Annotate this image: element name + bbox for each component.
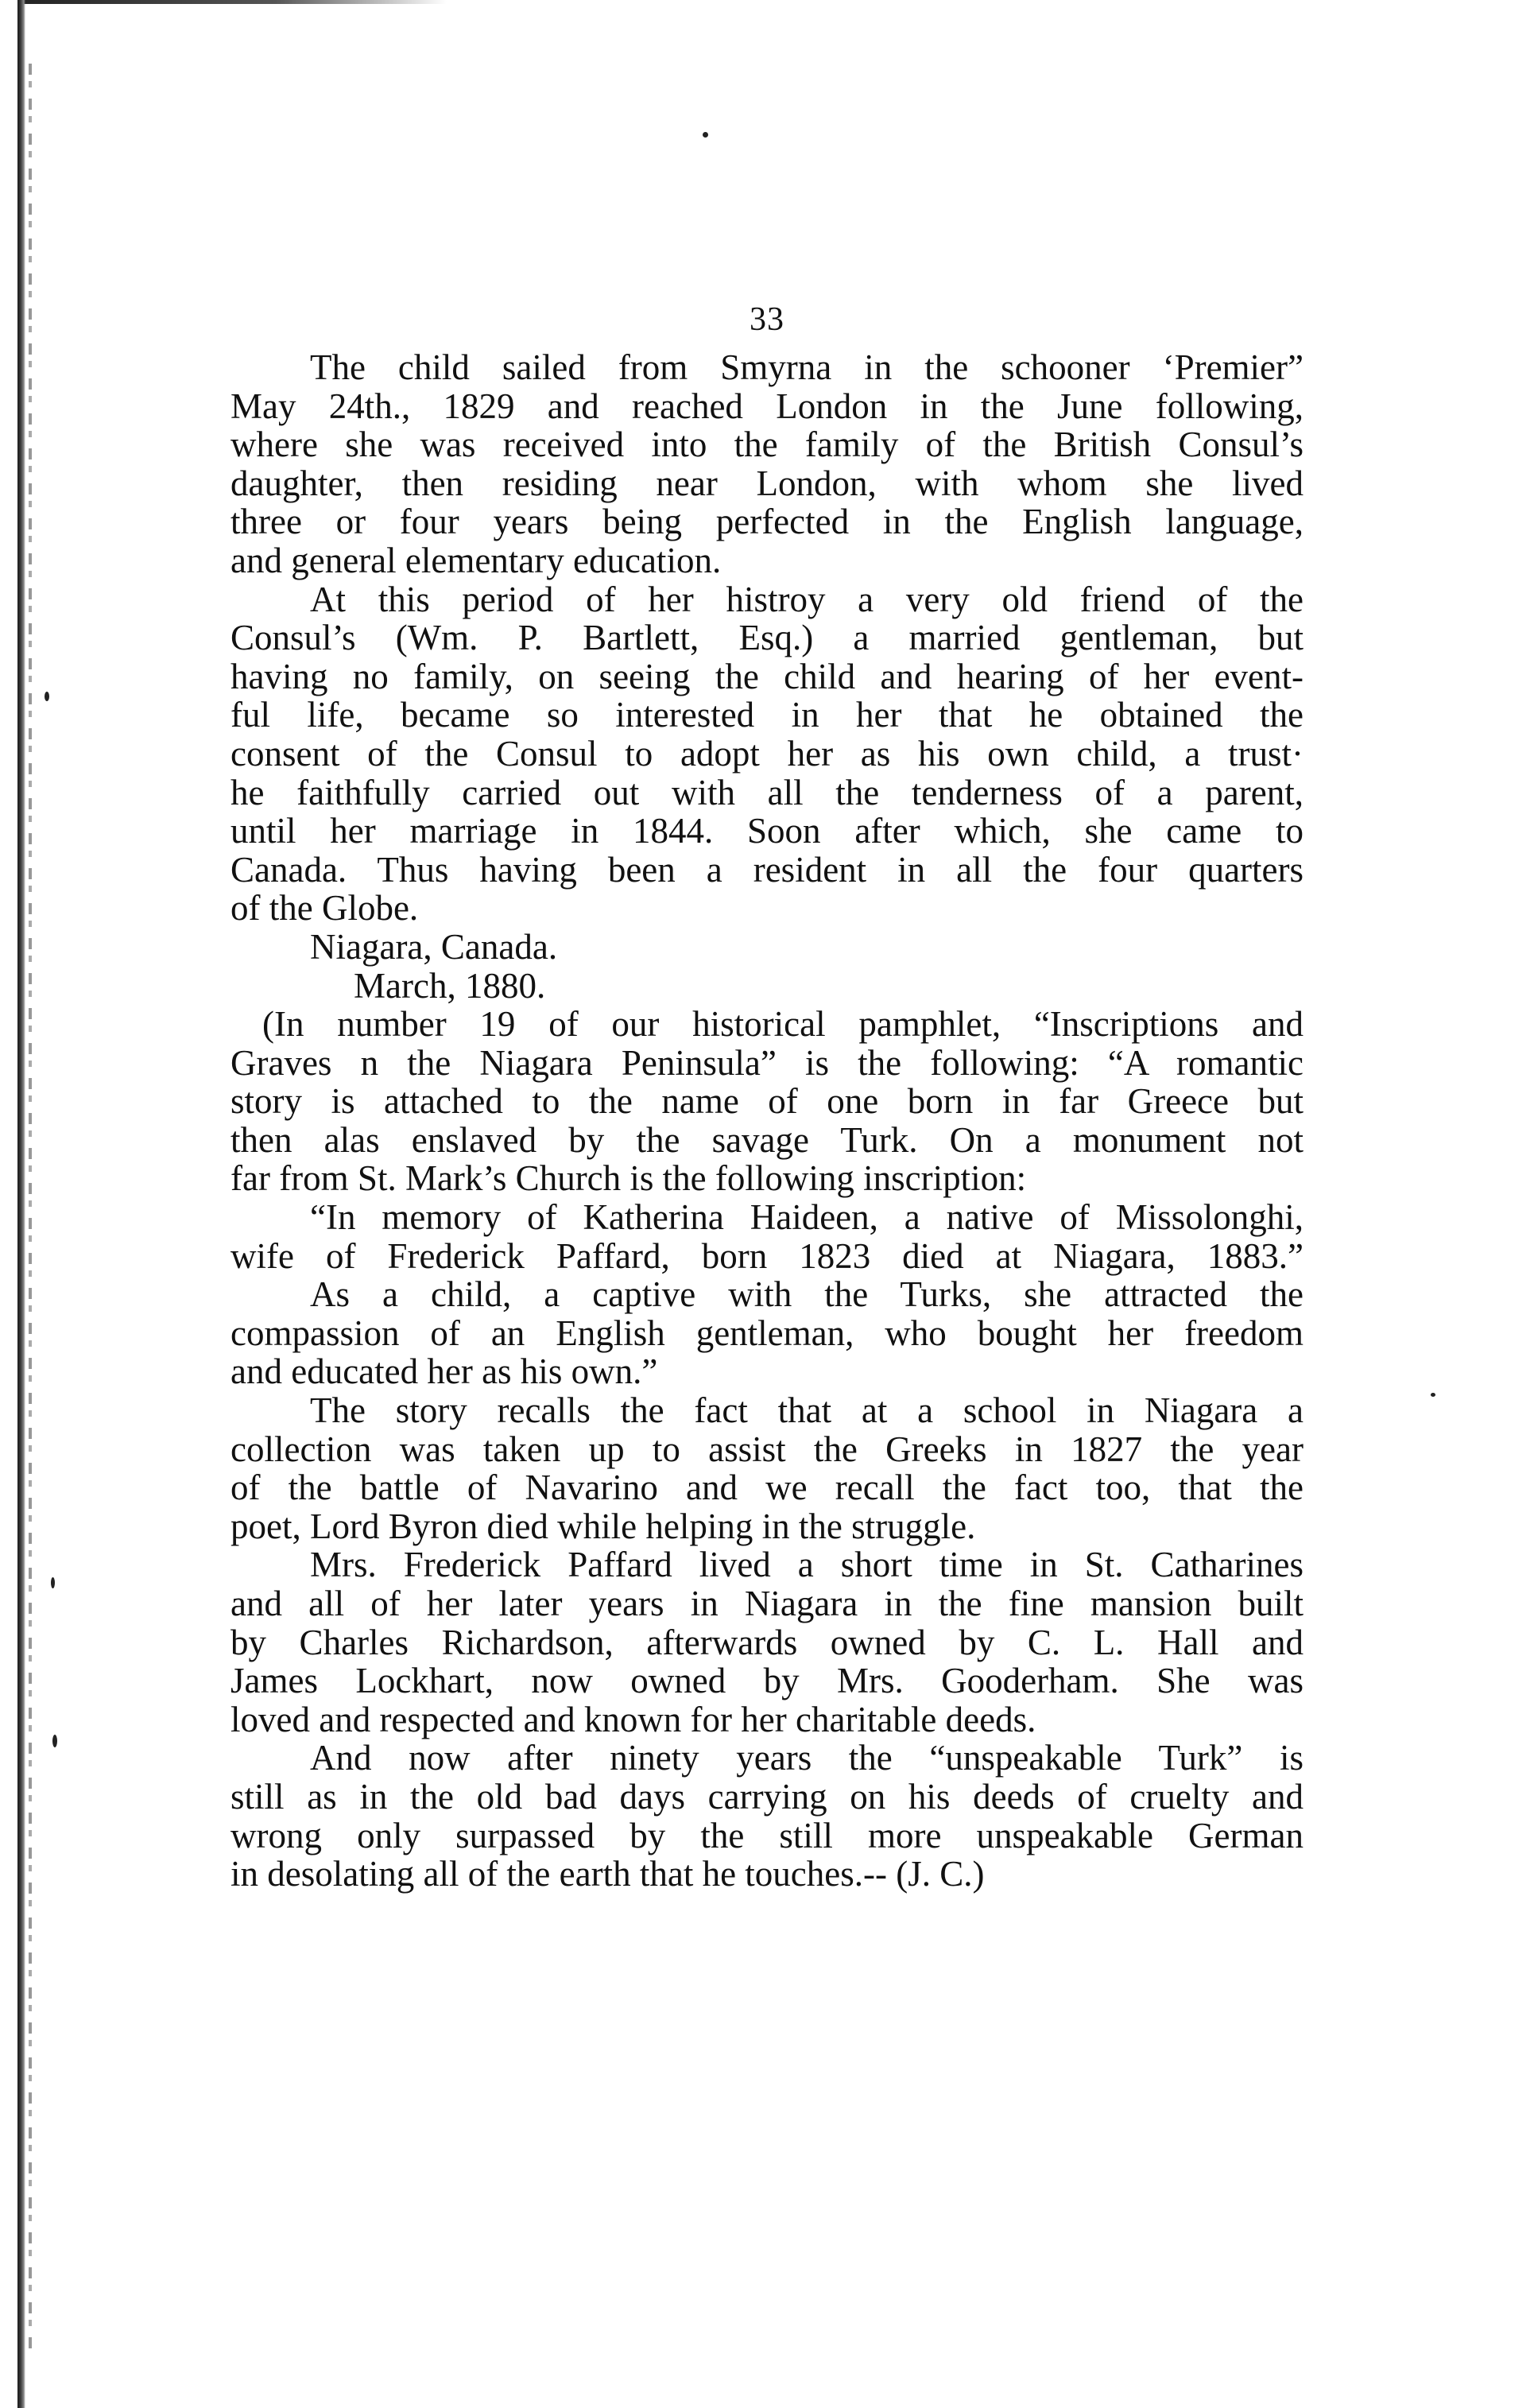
- scan-speck: [1431, 1393, 1435, 1397]
- text-line: ful life, became so interested in her that he obtained the: [230, 695, 1304, 735]
- paragraph: [230, 580, 1304, 928]
- text-line: where she was received into the family of the British Consul’s: [230, 425, 1304, 465]
- text-line: poet, Lord Byron died while helping in the struggle.: [230, 1506, 976, 1546]
- text-line: having no family, on seeing the child and hearing of her event-: [230, 656, 1304, 696]
- text-line: (In number 19 of our historical pamphlet, “Inscriptions and: [262, 1004, 1304, 1045]
- date-line: [230, 967, 1304, 1006]
- page-number: 33: [750, 301, 784, 338]
- scan-binding-edge: [17, 0, 25, 2408]
- text-line: until her marriage in 1844. Soon after which, she came to: [230, 811, 1304, 851]
- paragraph: [230, 1391, 1304, 1545]
- text-line: then alas enslaved by the savage Turk. On a monument not: [230, 1119, 1304, 1160]
- paragraph: [230, 1005, 1304, 1198]
- text-line: still as in the old bad days carrying on his deeds of cruelty and: [230, 1776, 1304, 1817]
- text-line: and educated her as his own.”: [230, 1351, 658, 1392]
- text-line: by Charles Richardson, afterwards owned by C. L. Hall and: [230, 1622, 1304, 1662]
- text-line: May 24th., 1829 and reached London in the June following,: [230, 386, 1304, 426]
- paragraph: [230, 1739, 1304, 1893]
- text-line: Mrs. Frederick Paffard lived a short time in St. Catharines: [310, 1545, 1304, 1585]
- text-line: and all of her later years in Niagara in the fine mansion built: [230, 1584, 1304, 1623]
- scan-binding-shadow: [29, 64, 32, 2353]
- text-line: collection was taken up to assist the Greeks in 1827 the year: [230, 1429, 1304, 1469]
- text-line: Canada. Thus having been a resident in all the four quarters: [230, 849, 1304, 890]
- text-line: daughter, then residing near London, with whom she lived: [230, 463, 1304, 503]
- text-line: Niagara, Canada.: [310, 926, 558, 967]
- inscription-quote: [230, 1198, 1304, 1275]
- text-line: wife of Frederick Paffard, born 1823 died at Niagara, 1883.”: [230, 1235, 1304, 1276]
- text-line: of the battle of Navarino and we recall the fact too, that the: [230, 1468, 1304, 1508]
- scan-speck: [51, 1577, 55, 1588]
- text-line: story is attached to the name of one born in far Greece but: [230, 1081, 1304, 1122]
- text-line: he faithfully carried out with all the tenderness of a parent,: [230, 772, 1304, 812]
- text-line: “In memory of Katherina Haideen, a native of Missolonghi,: [310, 1197, 1304, 1238]
- text-line: consent of the Consul to adopt her as his own child, a trust·: [230, 733, 1304, 774]
- text-line: And now after ninety years the “unspeakable Turk” is: [310, 1738, 1304, 1778]
- text-line: wrong only surpassed by the still more unspeakable German: [230, 1815, 1304, 1855]
- text-line: loved and respected and known for her charitable deeds.: [230, 1699, 1036, 1739]
- paragraph: [230, 348, 1304, 580]
- text-line: March, 1880.: [354, 965, 546, 1006]
- text-line: far from St. Mark’s Church is the following inscription:: [230, 1158, 1027, 1199]
- scan-speck: [45, 692, 49, 701]
- scan-speck: [703, 132, 708, 138]
- text-line: and general elementary education.: [230, 540, 722, 580]
- place-line: [230, 928, 1304, 967]
- text-line: compassion of an English gentleman, who bought her freedom: [230, 1313, 1304, 1353]
- text-line: three or four years being perfected in the English language,: [230, 502, 1304, 542]
- text-line: The child sailed from Smyrna in the schooner ‘Premier”: [310, 347, 1304, 387]
- text-line: The story recalls the fact that at a school in Niagara a: [310, 1390, 1304, 1431]
- text-line: James Lockhart, now owned by Mrs. Gooderham. She was: [230, 1661, 1304, 1701]
- paragraph: [230, 1545, 1304, 1739]
- text-line: At this period of her histroy a very old friend of the: [310, 579, 1304, 619]
- scan-top-edge: [17, 0, 447, 4]
- paragraph: [230, 1275, 1304, 1391]
- text-line: of the Globe.: [230, 888, 419, 929]
- text-line: Graves n the Niagara Peninsula” is the following: “A romantic: [230, 1042, 1304, 1083]
- text-line: in desolating all of the earth that he touches.-- (J. C.): [230, 1854, 985, 1894]
- text-line: As a child, a captive with the Turks, she attracted the: [310, 1274, 1304, 1315]
- page-body-text: [230, 348, 1304, 1894]
- scan-speck: [52, 1735, 57, 1747]
- text-line: Consul’s (Wm. P. Bartlett, Esq.) a married gentleman, but: [230, 618, 1304, 658]
